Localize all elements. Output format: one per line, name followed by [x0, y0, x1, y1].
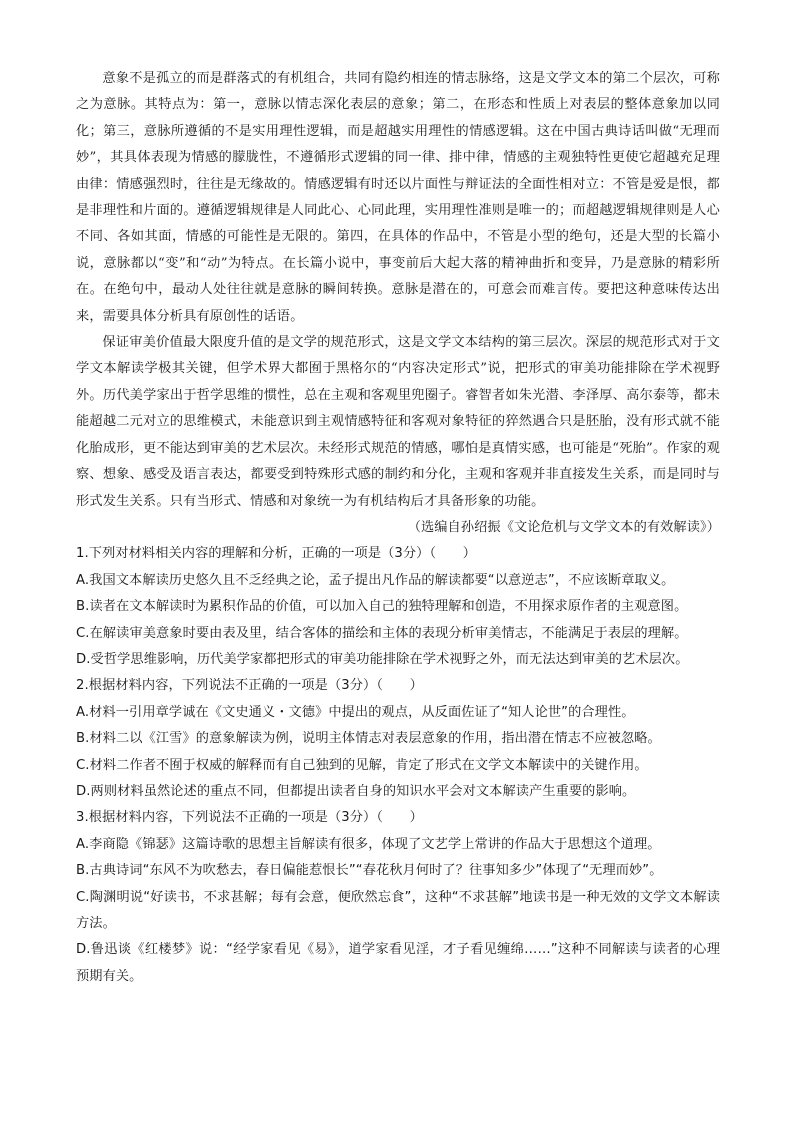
question-stem: 2.根据材料内容，下列说法不正确的一项是（3分）（ ） [76, 678, 423, 694]
question-option: A.我国文本解读历史悠久且不乏经典之论，孟子提出凡作品的解读都要“以意逆志”，不应该断章取义。 [76, 572, 675, 588]
question-list [76, 541, 720, 990]
document-page [76, 66, 720, 990]
question-option: C.陶渊明说“好读书，不求甚解；每有会意，便欣然忘食”，这种“不求甚解”地读书是一种无效的文学文本解读方法。 [76, 889, 720, 931]
passage-source: （选编自孙绍振《文论危机与文学文本的有效解读》） [407, 519, 720, 535]
question-stem: 3.根据材料内容，下列说法不正确的一项是（3分）（ ） [76, 810, 423, 826]
question-option: D.鲁迅谈《红楼梦》说：“经学家看见《易》，道学家看见淫，才子看见缠绵……”这种不同解读与读者的心理预期有关。 [76, 942, 720, 984]
question-option: A.材料一引用章学诚在《文史通义・文德》中提出的观点，从反面佐证了“知人论世”的合理性。 [76, 704, 635, 720]
question-option: A.李商隐《锦瑟》这篇诗歌的思想主旨解读有很多，体现了文艺学上常讲的作品大于思想这个道理。 [76, 836, 661, 852]
question-stem: 1.下列对材料相关内容的理解和分析，正确的一项是（3分）（ ） [76, 546, 477, 562]
question-option: D.受哲学思维影响，历代美学家都把形式的审美功能排除在学术视野之外，而无法达到审美的艺术层次。 [76, 651, 689, 667]
question-option: B.古典诗词“东风不为吹愁去，春日偏能惹恨长”“春花秋月何时了？往事知多少”体现了“无理而妙”。 [76, 863, 663, 879]
question-option: C.在解读审美意象时要由表及里，结合客体的描绘和主体的表现分析审美情志，不能满足于表层的理解。 [76, 625, 688, 641]
question-option: B.读者在文本解读时为累积作品的价值，可以加入自己的独特理解和创造，不用探求原作者的主观意图。 [76, 599, 688, 615]
passage [76, 66, 720, 541]
question-option: C.材料二作者不囿于权威的解释而有自己独到的见解，肯定了形式在文学文本解读中的关键作用。 [76, 757, 648, 773]
question-option: D.两则材料虽然论述的重点不同，但都提出读者自身的知识水平会对文本解读产生重要的影响。 [76, 783, 636, 799]
question-1 [76, 541, 720, 673]
question-option: B.材料二以《江雪》的意象解读为例，说明主体情志对表层意象的作用，指出潜在情志不应被忽略。 [76, 731, 661, 747]
passage-paragraph: 保证审美价值最大限度升值的是文学的规范形式，这是文学文本结构的第三层次。深层的规范形式对于文学文本解读学极其关键，但学术界大都囿于黑格尔的“内容决定形式”说，把形式的审美功能排除在学术视野外。历代美学家出于哲学思维的惯性，总在主观和客观里兜圈子。睿智者如朱光潜、李泽厚、高尔泰等，都未能超越二元对立的思维模式，未能意识到主观情感特征和客观对象特征的猝然遇合只是胚胎，没有形式就不能化胎成形，更不能达到审美的艺术层次。未经形式规范的情感，哪怕是真情实感，也可能是“死胎”。作家的观察、想象、感受及语言表达，都要受到特殊形式感的制约和分化，主观和客观并非直接发生关系，而是同时与形式发生关系。只有当形式、情感和对象统一为有机结构后才具备形象的功能。 [76, 335, 720, 509]
question-2 [76, 673, 720, 805]
passage-paragraph: 意象不是孤立的而是群落式的有机组合，共同有隐约相连的情志脉络，这是文学文本的第二个层次，可称之为意脉。其特点为：第一，意脉以情志深化表层的意象；第二，在形态和性质上对表层的整体意象加以同化；第三，意脉所遵循的不是实用理性逻辑，而是超越实用理性的情感逻辑。这在中国古典诗话叫做“无理而妙”，其具体表现为情感的朦胧性，不遵循形式逻辑的同一律、排中律，情感的主观独特性更使它超越充足理由律：情感强烈时，往往是无缘故的。情感逻辑有时还以片面性与辩证法的全面性相对立：不管是爱是恨，都是非理性和片面的。遵循逻辑规律是人同此心、心同此理，实用理性准则是唯一的；而超越逻辑规律则是人心不同、各如其面，情感的可能性是无限的。第四，在具体的作品中，不管是小型的绝句，还是大型的长篇小说，意脉都以“变”和“动”为特点。在长篇小说中，事变前后大起大落的精神曲折和变异，乃是意脉的精彩所在。在绝句中，最动人处往往就是意脉的瞬间转换。意脉是潜在的，可意会而难言传。要把这种意味传达出来，需要具体分析具有原创性的话语。 [76, 71, 720, 324]
question-3 [76, 805, 720, 990]
